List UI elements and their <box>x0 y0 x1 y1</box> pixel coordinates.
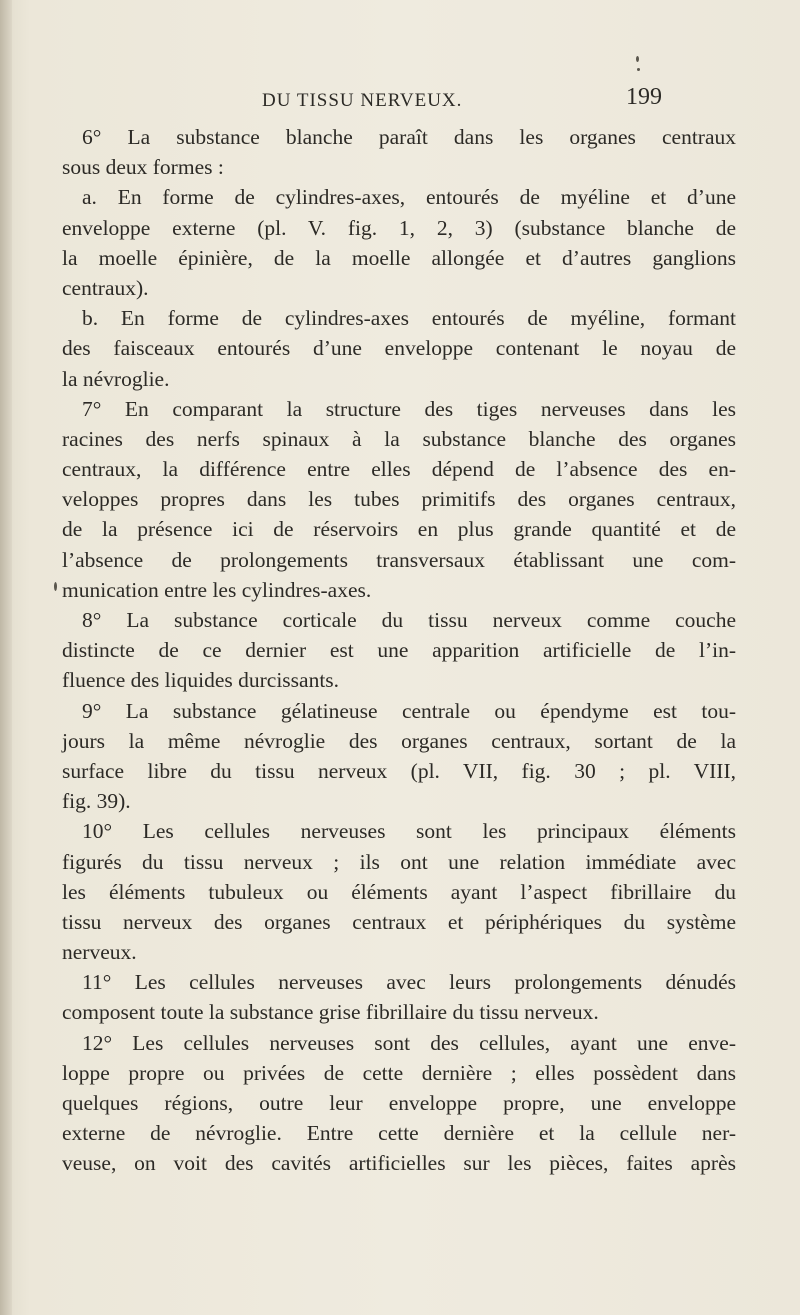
text-line: tissu nerveux des organes centraux et périphériques du système <box>62 909 736 934</box>
text-line: des faisceaux entourés d’une enveloppe contenant le noyau de <box>62 336 736 361</box>
text-line: distincte de ce dernier est une apparition artificielle de l’in- <box>62 638 736 663</box>
text-line: sous deux formes : <box>62 155 224 180</box>
text-line: fig. 39). <box>62 789 131 814</box>
print-speck <box>54 582 57 591</box>
text-line: 10° Les cellules nerveuses sont les principaux éléments <box>82 819 736 844</box>
text-line: veloppes propres dans les tubes primitifs des organes centraux, <box>62 487 736 512</box>
body-text <box>62 122 736 1179</box>
text-line: veuse, on voit des cavités artificielles sur les pièces, faites après <box>62 1151 736 1176</box>
text-line: externe de névroglie. Entre cette dernière et la cellule ner- <box>62 1121 736 1146</box>
page-binding-edge <box>0 0 12 1315</box>
page-number: 199 <box>626 84 662 110</box>
text-line: munication entre les cylindres-axes. <box>62 577 372 602</box>
text-line: enveloppe externe (pl. V. fig. 1, 2, 3) (substance blanche de <box>62 215 736 240</box>
text-line: composent toute la substance grise fibrillaire du tissu nerveux. <box>62 1000 599 1025</box>
text-line: 6° La substance blanche paraît dans les organes centraux <box>82 125 736 149</box>
text-line: de la présence ici de réservoirs en plus grande quantité et de <box>62 517 736 542</box>
text-line: l’absence de prolongements transversaux établissant une com- <box>62 547 736 572</box>
text-line: 12° Les cellules nerveuses sont des cellules, ayant une enve- <box>82 1030 736 1055</box>
text-line: quelques régions, outre leur enveloppe propre, une enveloppe <box>62 1091 736 1115</box>
text-line: 9° La substance gélatineuse centrale ou épendyme est tou- <box>82 698 736 723</box>
text-line: jours la même névroglie des organes centraux, sortant de la <box>62 728 736 753</box>
text-line: figurés du tissu nerveux ; ils ont une relation immédiate avec <box>62 849 736 874</box>
text-line: centraux, la différence entre elles dépend de l’absence des en- <box>62 457 736 482</box>
text-line: centraux). <box>62 275 149 300</box>
page-header <box>0 84 800 124</box>
text-line: surface libre du tissu nerveux (pl. VII, fig. 30 ; pl. VIII, <box>62 758 736 783</box>
text-line: fluence des liquides durcissants. <box>62 668 340 693</box>
print-speck <box>637 68 640 71</box>
running-title: DU TISSU NERVEUX. <box>262 90 463 111</box>
text-line: la névroglie. <box>62 366 170 391</box>
text-line: la moelle épinière, de la moelle allongée et d’autres ganglions <box>62 245 736 270</box>
text-line: b. En forme de cylindres-axes entourés de myéline, formant <box>82 306 736 331</box>
print-speck <box>636 56 639 62</box>
text-line: 8° La substance corticale du tissu nerveux comme couche <box>82 608 736 632</box>
text-line: loppe propre ou privées de cette dernière ; elles possèdent dans <box>62 1060 736 1085</box>
text-line: racines des nerfs spinaux à la substance blanche des organes <box>62 426 736 451</box>
text-line: a. En forme de cylindres-axes, entourés de myéline et d’une <box>82 185 736 210</box>
text-line: nerveux. <box>62 940 137 965</box>
text-line: 11° Les cellules nerveuses avec leurs prolongements dénudés <box>82 970 736 995</box>
text-line: les éléments tubuleux ou éléments ayant l’aspect fibrillaire du <box>62 879 736 904</box>
text-line: 7° En comparant la structure des tiges nerveuses dans les <box>82 396 736 421</box>
